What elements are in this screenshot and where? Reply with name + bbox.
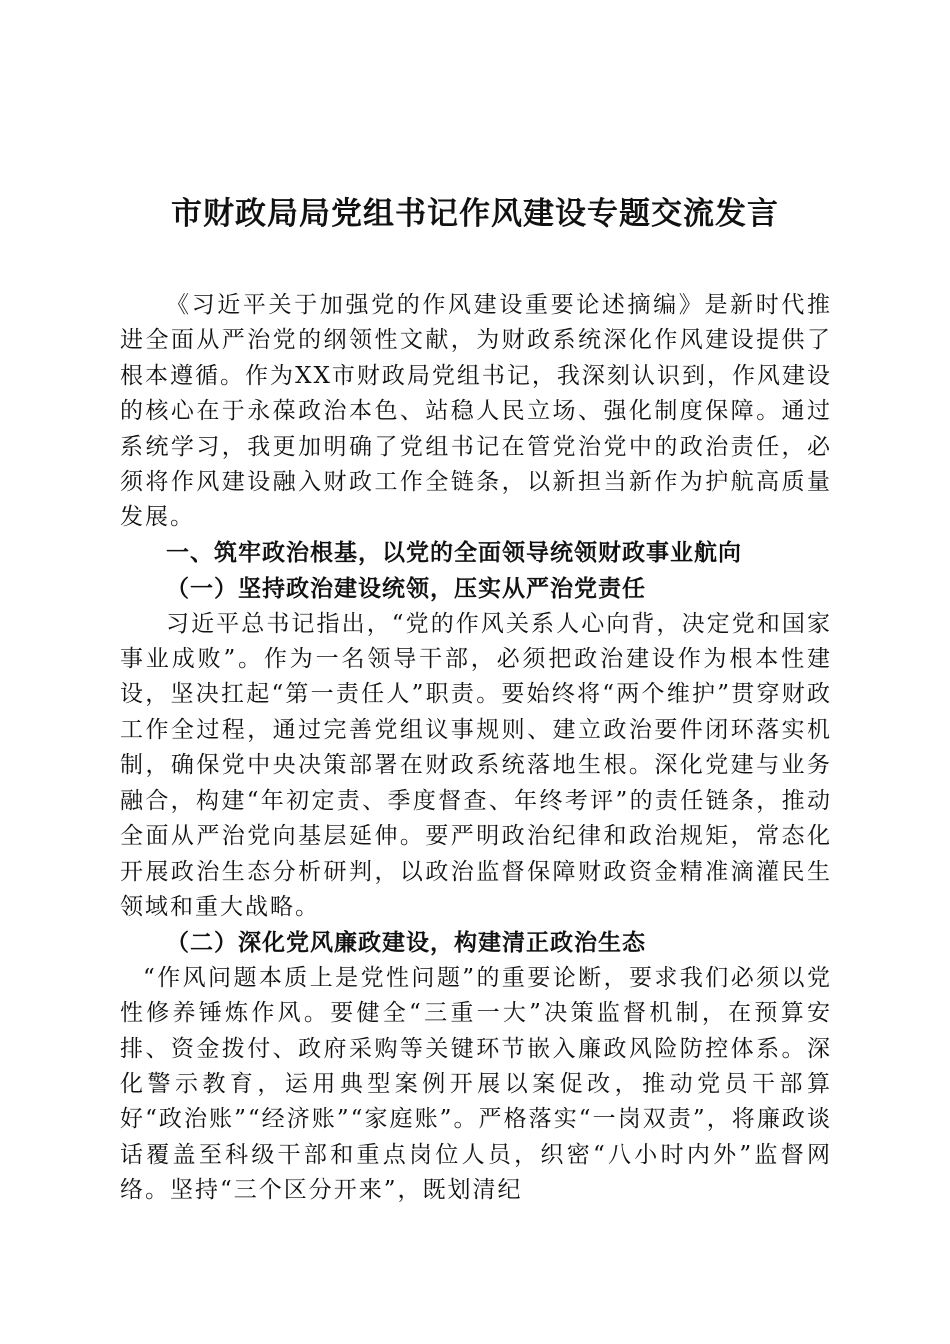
subsection-2-paragraph: “作风问题本质上是党性问题”的重要论断，要求我们必须以党性修养锤炼作风。要健全“三重一大”决策监督机制，在预算安排、资金拨付、政府采购等关键环节嵌入廉政风险防控体系。深化警示教育，运用典型案例开展以案促改，推动党员干部算好“政治账”“经济账”“家庭账”。严格落实“一岗双责”，将廉政谈话覆盖至科级干部和重点岗位人员，织密“八小时内外”监督网络。坚持“三个区分开来”，既划清纪 <box>120 964 832 1204</box>
intro-paragraph: 《习近平关于加强党的作风建设重要论述摘编》是新时代推进全面从严治党的纲领性文献，为财政系统深化作风建设提供了根本遵循。作为XX市财政局党组书记，我深刻认识到，作风建设的核心在于永葆政治本色、站稳人民立场、强化制度保障。通过系统学习，我更加明确了党组书记在管党治党中的政治责任，必须将作风建设融入财政工作全链条，以新担当新作为护航高质量发展。 <box>120 292 832 531</box>
subsection-2-heading: （二）深化党风廉政建设，构建清正政治生态 <box>166 929 646 957</box>
subsection-1-heading: （一）坚持政治建设统领，压实从严治党责任 <box>166 575 646 603</box>
subsection-1-paragraph: 习近平总书记指出，“党的作风关系人心向背，决定党和国家事业成败”。作为一名领导干部，必须把政治建设作为根本性建设，坚决扛起“第一责任人”职责。要始终将“两个维护”贯穿财政工作全过程，通过完善党组议事规则、建立政治要件闭环落实机制，确保党中央决策部署在财政系统落地生根。深化党建与业务融合，构建“年初定责、季度督查、年终考评”的责任链条，推动全面从严治党向基层延伸。要严明政治纪律和政治规矩，常态化开展政治生态分析研判，以政治监督保障财政资金精准滴灌民生领域和重大战略。 <box>120 610 832 920</box>
document-body <box>120 288 832 1209</box>
section-1-heading: 一、筑牢政治根基，以党的全面领导统领财政事业航向 <box>166 539 742 566</box>
document-title: 市财政局局党组书记作风建设专题交流发言 <box>171 196 779 232</box>
